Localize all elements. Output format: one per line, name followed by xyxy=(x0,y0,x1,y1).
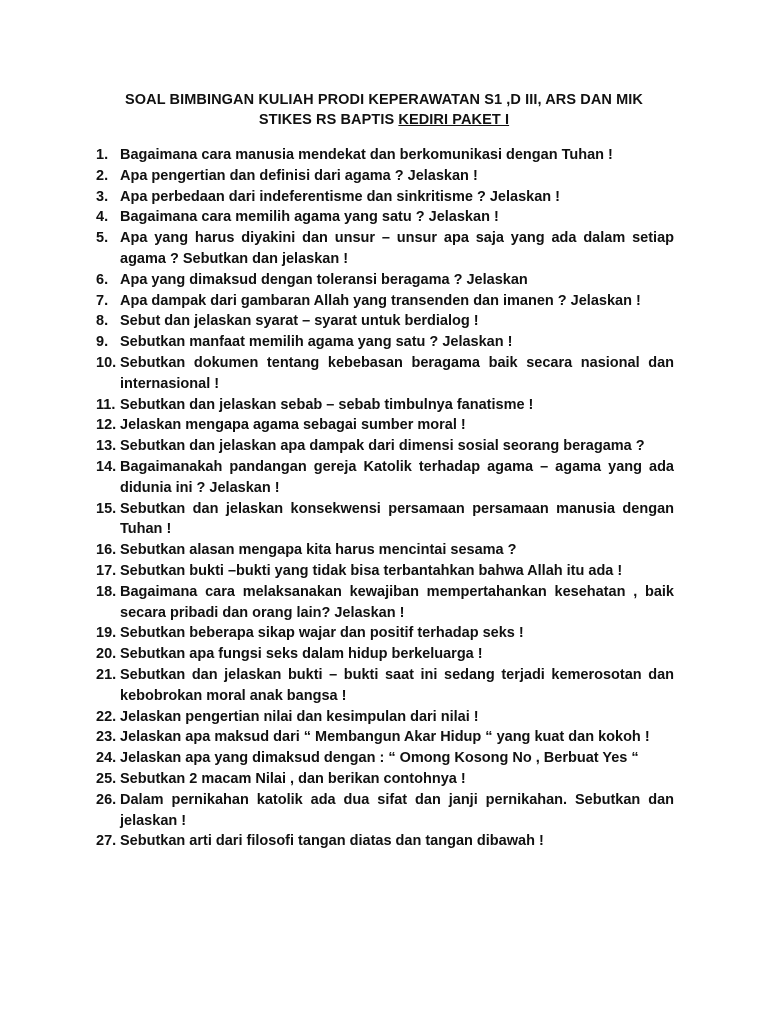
question-number: 23. xyxy=(96,729,117,746)
question-item xyxy=(96,207,674,228)
question-text: Sebutkan dan jelaskan sebab – sebab timbulnya fanatisme ! xyxy=(120,396,534,413)
question-text: Dalam pernikahan katolik ada dua sifat dan janji pernikahan. Sebutkan dan jelaskan ! xyxy=(120,791,674,829)
question-number: 7. xyxy=(96,292,109,309)
question-number: 15. xyxy=(96,500,117,517)
question-text: Sebutkan dan jelaskan apa dampak dari dimensi sosial seorang beragama ? xyxy=(120,438,645,455)
question-number: 12. xyxy=(96,417,117,434)
question-number: 17. xyxy=(96,562,117,579)
question-number: 10. xyxy=(96,354,117,371)
question-text: Sebutkan beberapa sikap wajar dan positif terhadap seks ! xyxy=(120,625,524,642)
question-item xyxy=(96,270,674,291)
question-list xyxy=(96,145,674,852)
question-text: Bagaimana cara memilih agama yang satu ? Jelaskan ! xyxy=(120,209,499,226)
question-number: 21. xyxy=(96,666,117,683)
question-item xyxy=(96,582,674,624)
question-number: 16. xyxy=(96,542,117,559)
question-text: Jelaskan pengertian nilai dan kesimpulan dari nilai ! xyxy=(120,708,479,725)
question-number: 4. xyxy=(96,209,109,226)
question-number: 19. xyxy=(96,625,117,642)
question-text: Apa dampak dari gambaran Allah yang transenden dan imanen ? Jelaskan ! xyxy=(120,292,641,309)
question-item xyxy=(96,415,674,436)
question-text: Sebutkan alasan mengapa kita harus mencintai sesama ? xyxy=(120,542,517,559)
question-text: Sebutkan dokumen tentang kebebasan beragama baik secara nasional dan internasional ! xyxy=(120,354,674,392)
question-item xyxy=(96,145,674,166)
question-text: Apa pengertian dan definisi dari agama ? Jelaskan ! xyxy=(120,167,478,184)
question-number: 24. xyxy=(96,750,117,767)
question-number: 25. xyxy=(96,770,117,787)
question-item xyxy=(96,311,674,332)
question-text: Sebutkan dan jelaskan konsekwensi persamaan persamaan manusia dengan Tuhan ! xyxy=(120,500,674,538)
question-item xyxy=(96,166,674,187)
question-text: Apa yang dimaksud dengan toleransi beragama ? Jelaskan xyxy=(120,271,528,288)
question-text: Jelaskan mengapa agama sebagai sumber moral ! xyxy=(120,417,466,434)
title-line-2-prefix: STIKES RS BAPTIS xyxy=(258,112,399,128)
question-text: Bagaimanakah pandangan gereja Katolik terhadap agama – agama yang ada didunia ini ? Jelaskan ! xyxy=(120,458,674,496)
question-item xyxy=(96,665,674,707)
question-text: Apa perbedaan dari indeferentisme dan sinkritisme ? Jelaskan ! xyxy=(120,188,560,205)
question-number: 1. xyxy=(96,147,109,163)
question-item xyxy=(96,790,674,832)
question-text: Sebutkan bukti –bukti yang tidak bisa terbantahkan bahwa Allah itu ada ! xyxy=(120,562,623,579)
question-text: Sebutkan manfaat memilih agama yang satu ? Jelaskan ! xyxy=(120,334,513,351)
question-number: 2. xyxy=(96,167,109,184)
question-text: Bagaimana cara manusia mendekat dan berkomunikasi dengan Tuhan ! xyxy=(120,147,613,163)
question-item xyxy=(96,291,674,312)
question-item xyxy=(96,436,674,457)
question-number: 9. xyxy=(96,334,109,351)
question-text: Sebut dan jelaskan syarat – syarat untuk berdialog ! xyxy=(120,313,479,330)
question-item xyxy=(96,623,674,644)
question-number: 26. xyxy=(96,791,117,808)
question-item xyxy=(96,353,674,395)
question-text: Bagaimana cara melaksanakan kewajiban mempertahankan kesehatan , baik secara pribadi dan orang lain? Jelaskan ! xyxy=(120,583,674,621)
question-text: Sebutkan 2 macam Nilai , dan berikan contohnya ! xyxy=(120,770,466,787)
question-number: 8. xyxy=(96,313,109,330)
question-number: 13. xyxy=(96,438,117,455)
question-item xyxy=(96,187,674,208)
question-item xyxy=(96,457,674,499)
question-item xyxy=(96,707,674,728)
question-item xyxy=(96,644,674,665)
question-text: Jelaskan apa yang dimaksud dengan : “ Omong Kosong No , Berbuat Yes “ xyxy=(120,750,639,767)
title-line-2 xyxy=(90,110,678,130)
question-item xyxy=(96,748,674,769)
question-item xyxy=(96,727,674,748)
question-text: Sebutkan apa fungsi seks dalam hidup berkeluarga ! xyxy=(120,646,483,663)
question-item xyxy=(96,769,674,790)
question-text: Jelaskan apa maksud dari “ Membangun Akar Hidup “ yang kuat dan kokoh ! xyxy=(120,729,650,746)
question-number: 22. xyxy=(96,708,117,725)
question-number: 14. xyxy=(96,458,117,475)
question-text: Sebutkan dan jelaskan bukti – bukti saat ini sedang terjadi kemerosotan dan kebobrokan moral anak bangsa ! xyxy=(120,666,674,704)
question-item xyxy=(96,831,674,852)
question-item xyxy=(96,540,674,561)
question-number: 11. xyxy=(96,396,116,413)
question-text: Sebutkan arti dari filosofi tangan diatas dan tangan dibawah ! xyxy=(120,833,544,850)
question-number: 18. xyxy=(96,583,117,600)
question-item xyxy=(96,395,674,416)
question-text: Apa yang harus diyakini dan unsur – unsur apa saja yang ada dalam setiap agama ? Sebutkan dan jelaskan ! xyxy=(120,230,674,267)
question-number: 6. xyxy=(96,271,109,288)
question-item xyxy=(96,561,674,582)
question-item xyxy=(96,228,674,270)
question-number: 20. xyxy=(96,646,117,663)
question-number: 5. xyxy=(96,230,109,247)
question-item xyxy=(96,499,674,541)
question-number: 3. xyxy=(96,188,109,205)
title-line-2-underlined: KEDIRI PAKET I xyxy=(398,112,510,128)
question-item xyxy=(96,332,674,353)
document-title xyxy=(90,90,678,130)
title-line-1: SOAL BIMBINGAN KULIAH PRODI KEPERAWATAN S1 ,D III, ARS DAN MIK xyxy=(124,92,644,108)
question-number: 27. xyxy=(96,833,117,850)
